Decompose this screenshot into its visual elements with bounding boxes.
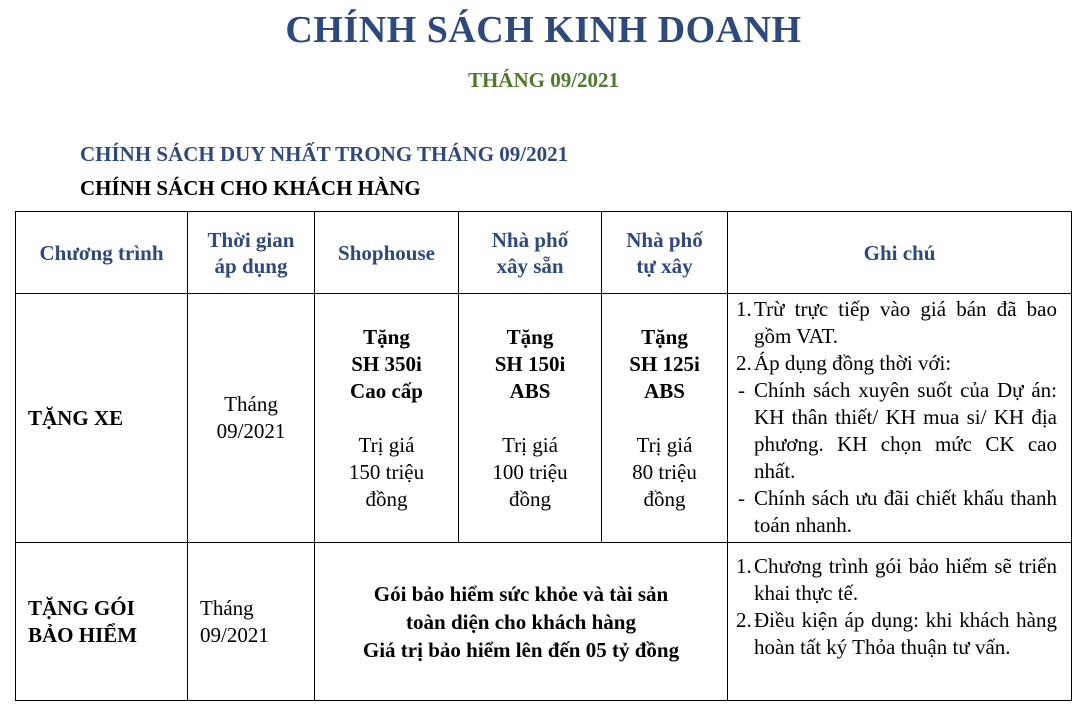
row-label-car-gift: TẶNG XE [16,294,188,543]
note-item: 2. Áp dụng đồng thời với: [736,351,952,375]
table-header-row [16,212,1072,294]
page-title: CHÍNH SÁCH KINH DOANH [285,9,802,51]
subtitle-customer-policy: CHÍNH SÁCH CHO KHÁCH HÀNG [80,176,421,200]
header-shophouse: Shophouse [315,212,459,294]
gift-self-built-house: Tặng SH 125i ABS Trị giá 80 triệu đồng [602,294,728,543]
subtitle-unique-policy: CHÍNH SÁCH DUY NHẤT TRONG THÁNG 09/2021 [80,142,569,166]
notes-car-gift [728,294,1072,543]
note-item: 1. Trừ trực tiếp vào giá bán đã bao gồm VAT. [736,297,1057,348]
row-time: Tháng 09/2021 [188,543,315,701]
row-time: Tháng 09/2021 [188,294,315,543]
policy-table [15,211,1072,701]
note-dash-item: - Chính sách ưu đãi chiết khấu thanh toán nhanh. [738,486,1057,537]
header-time: Thời gian áp dụng [188,212,315,294]
note-item: 2. Điều kiện áp dụng: khi khách hàng hoàn tất ký Thỏa thuận tư vấn. [736,608,1057,659]
header-self-built-house: Nhà phố tự xây [602,212,728,294]
note-item: 1. Chương trình gói bảo hiểm sẽ triển khai thực tế. [736,554,1057,605]
row-label-insurance-gift: TẶNG GÓI BẢO HIỂM [16,543,188,701]
table-row [16,543,1072,701]
table-row [16,294,1072,543]
page-month: THÁNG 09/2021 [467,68,620,92]
header-program: Chương trình [16,212,188,294]
insurance-package: Gói bảo hiểm sức khỏe và tài sản toàn diện cho khách hàng Giá trị bảo hiểm lên đến 05 tỷ đồng [315,543,728,701]
note-dash-item: - Chính sách xuyên suốt của Dự án: KH thân thiết/ KH mua si/ KH địa phương. KH chọn mức CK cao nhất. [738,378,1057,483]
notes-insurance [728,543,1072,701]
header-built-house: Nhà phố xây sẵn [459,212,602,294]
gift-shophouse: Tặng SH 350i Cao cấp Trị giá 150 triệu đồng [315,294,459,543]
header-note: Ghi chú [728,212,1072,294]
gift-built-house: Tặng SH 150i ABS Trị giá 100 triệu đồng [459,294,602,543]
